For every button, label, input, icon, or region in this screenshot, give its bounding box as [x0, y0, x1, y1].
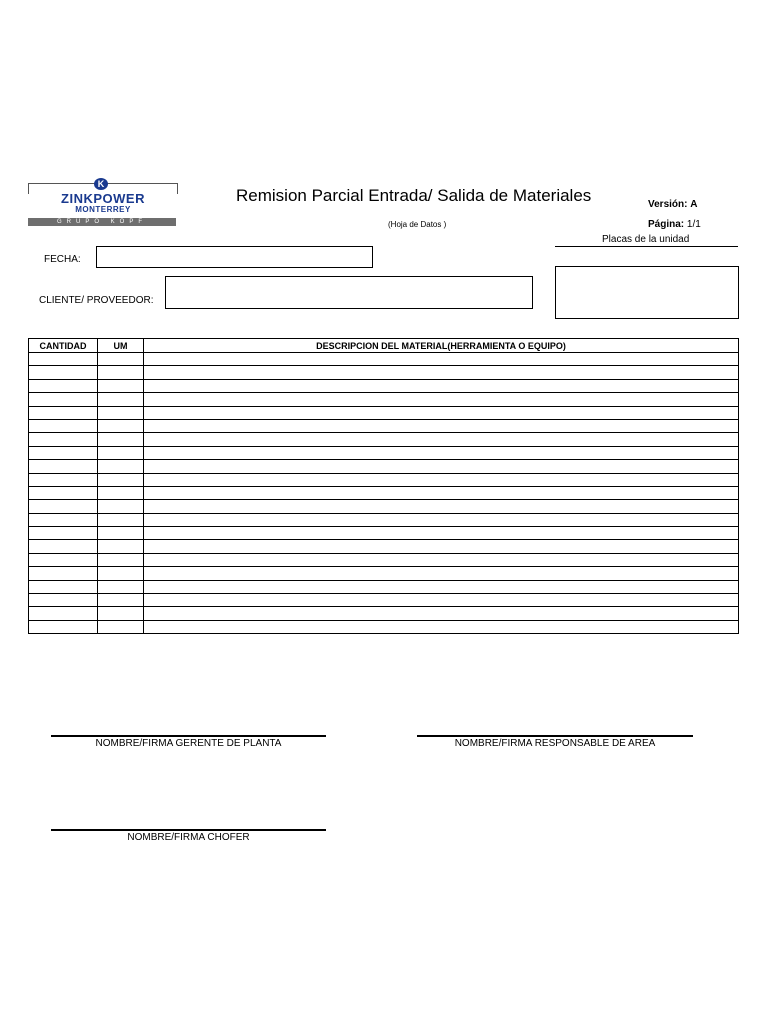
descripcion-cell[interactable] — [144, 446, 739, 459]
um-cell[interactable] — [98, 527, 144, 540]
table-row — [29, 379, 739, 392]
descripcion-cell[interactable] — [144, 513, 739, 526]
cantidad-cell[interactable] — [29, 486, 98, 499]
descripcion-cell[interactable] — [144, 567, 739, 580]
table-row — [29, 580, 739, 593]
descripcion-cell[interactable] — [144, 433, 739, 446]
descripcion-cell[interactable] — [144, 419, 739, 432]
cantidad-cell[interactable] — [29, 393, 98, 406]
um-cell[interactable] — [98, 446, 144, 459]
gerente-signature-label: NOMBRE/FIRMA GERENTE DE PLANTA — [95, 738, 282, 749]
table-row — [29, 540, 739, 553]
cliente-proveedor-field[interactable] — [165, 276, 533, 309]
um-cell[interactable] — [98, 580, 144, 593]
cantidad-cell[interactable] — [29, 460, 98, 473]
um-cell[interactable] — [98, 419, 144, 432]
header-descripcion: DESCRIPCION DEL MATERIAL(HERRAMIENTA O EQUIPO) — [144, 339, 739, 353]
cantidad-cell[interactable] — [29, 379, 98, 392]
table-row — [29, 567, 739, 580]
um-cell[interactable] — [98, 553, 144, 566]
chofer-signature-line — [51, 829, 326, 831]
page-label: Página: — [648, 219, 685, 230]
chofer-signature-label: NOMBRE/FIRMA CHOFER — [127, 832, 250, 843]
table-row — [29, 500, 739, 513]
um-cell[interactable] — [98, 540, 144, 553]
um-cell[interactable] — [98, 406, 144, 419]
table-row — [29, 527, 739, 540]
materials-table — [28, 338, 739, 634]
cantidad-cell[interactable] — [29, 620, 98, 633]
um-cell[interactable] — [98, 366, 144, 379]
cantidad-cell[interactable] — [29, 527, 98, 540]
table-row — [29, 486, 739, 499]
cantidad-cell[interactable] — [29, 366, 98, 379]
version-value: A — [690, 199, 698, 210]
responsable-signature-label: NOMBRE/FIRMA RESPONSABLE DE AREA — [454, 738, 656, 749]
descripcion-cell[interactable] — [144, 594, 739, 607]
descripcion-cell[interactable] — [144, 527, 739, 540]
cantidad-cell[interactable] — [29, 540, 98, 553]
descripcion-cell[interactable] — [144, 580, 739, 593]
um-cell[interactable] — [98, 594, 144, 607]
header-cantidad: CANTIDAD — [29, 339, 98, 353]
cantidad-cell[interactable] — [29, 406, 98, 419]
table-row — [29, 393, 739, 406]
descripcion-cell[interactable] — [144, 607, 739, 620]
um-cell[interactable] — [98, 500, 144, 513]
document-title: Remision Parcial Entrada/ Salida de Materiales — [236, 186, 592, 205]
descripcion-cell[interactable] — [144, 500, 739, 513]
um-cell[interactable] — [98, 473, 144, 486]
descripcion-cell[interactable] — [144, 486, 739, 499]
cantidad-cell[interactable] — [29, 594, 98, 607]
cantidad-cell[interactable] — [29, 500, 98, 513]
document-subtitle: (Hoja de Datos ) — [388, 220, 447, 229]
descripcion-cell[interactable] — [144, 553, 739, 566]
page-value: 1/1 — [686, 219, 701, 230]
table-row — [29, 446, 739, 459]
table-row — [29, 366, 739, 379]
table-body — [29, 353, 739, 634]
descripcion-cell[interactable] — [144, 393, 739, 406]
cantidad-cell[interactable] — [29, 553, 98, 566]
version-info — [648, 199, 697, 210]
placas-field[interactable] — [555, 266, 739, 319]
um-cell[interactable] — [98, 567, 144, 580]
um-cell[interactable] — [98, 393, 144, 406]
descripcion-cell[interactable] — [144, 366, 739, 379]
placas-divider — [555, 246, 738, 247]
descripcion-cell[interactable] — [144, 406, 739, 419]
descripcion-cell[interactable] — [144, 353, 739, 366]
responsable-signature-line — [417, 735, 693, 737]
table-row — [29, 419, 739, 432]
cantidad-cell[interactable] — [29, 473, 98, 486]
cantidad-cell[interactable] — [29, 580, 98, 593]
um-cell[interactable] — [98, 620, 144, 633]
um-cell[interactable] — [98, 486, 144, 499]
cantidad-cell[interactable] — [29, 353, 98, 366]
version-label: Versión: — [648, 199, 688, 210]
um-cell[interactable] — [98, 513, 144, 526]
cantidad-cell[interactable] — [29, 513, 98, 526]
fecha-label: FECHA: — [44, 254, 81, 265]
placas-label: Placas de la unidad — [602, 234, 690, 245]
cantidad-cell[interactable] — [29, 419, 98, 432]
logo-brand: ZINKPOWER — [61, 191, 145, 206]
cantidad-cell[interactable] — [29, 433, 98, 446]
header-um: UM — [98, 339, 144, 353]
um-cell[interactable] — [98, 607, 144, 620]
table-row — [29, 620, 739, 633]
um-cell[interactable] — [98, 433, 144, 446]
table-row — [29, 594, 739, 607]
table-row — [29, 406, 739, 419]
table-row — [29, 433, 739, 446]
um-cell[interactable] — [98, 379, 144, 392]
descripcion-cell[interactable] — [144, 473, 739, 486]
um-cell[interactable] — [98, 353, 144, 366]
table-row — [29, 553, 739, 566]
logo-city: MONTERREY — [75, 205, 131, 214]
cliente-proveedor-label: CLIENTE/ PROVEEDOR: — [39, 295, 154, 306]
descripcion-cell[interactable] — [144, 620, 739, 633]
table-row — [29, 607, 739, 620]
descripcion-cell[interactable] — [144, 540, 739, 553]
logo-group: GRUPO KOPF — [28, 218, 176, 226]
table-row — [29, 513, 739, 526]
cantidad-cell[interactable] — [29, 607, 98, 620]
cantidad-cell[interactable] — [29, 567, 98, 580]
table-row — [29, 473, 739, 486]
descripcion-cell[interactable] — [144, 460, 739, 473]
table-header-row — [29, 339, 739, 353]
page-info — [648, 219, 701, 230]
logo-emblem-icon: K — [94, 178, 108, 190]
fecha-field[interactable] — [96, 246, 373, 268]
company-logo — [28, 178, 178, 228]
um-cell[interactable] — [98, 460, 144, 473]
table-row — [29, 353, 739, 366]
cantidad-cell[interactable] — [29, 446, 98, 459]
table-row — [29, 460, 739, 473]
descripcion-cell[interactable] — [144, 379, 739, 392]
gerente-signature-line — [51, 735, 326, 737]
